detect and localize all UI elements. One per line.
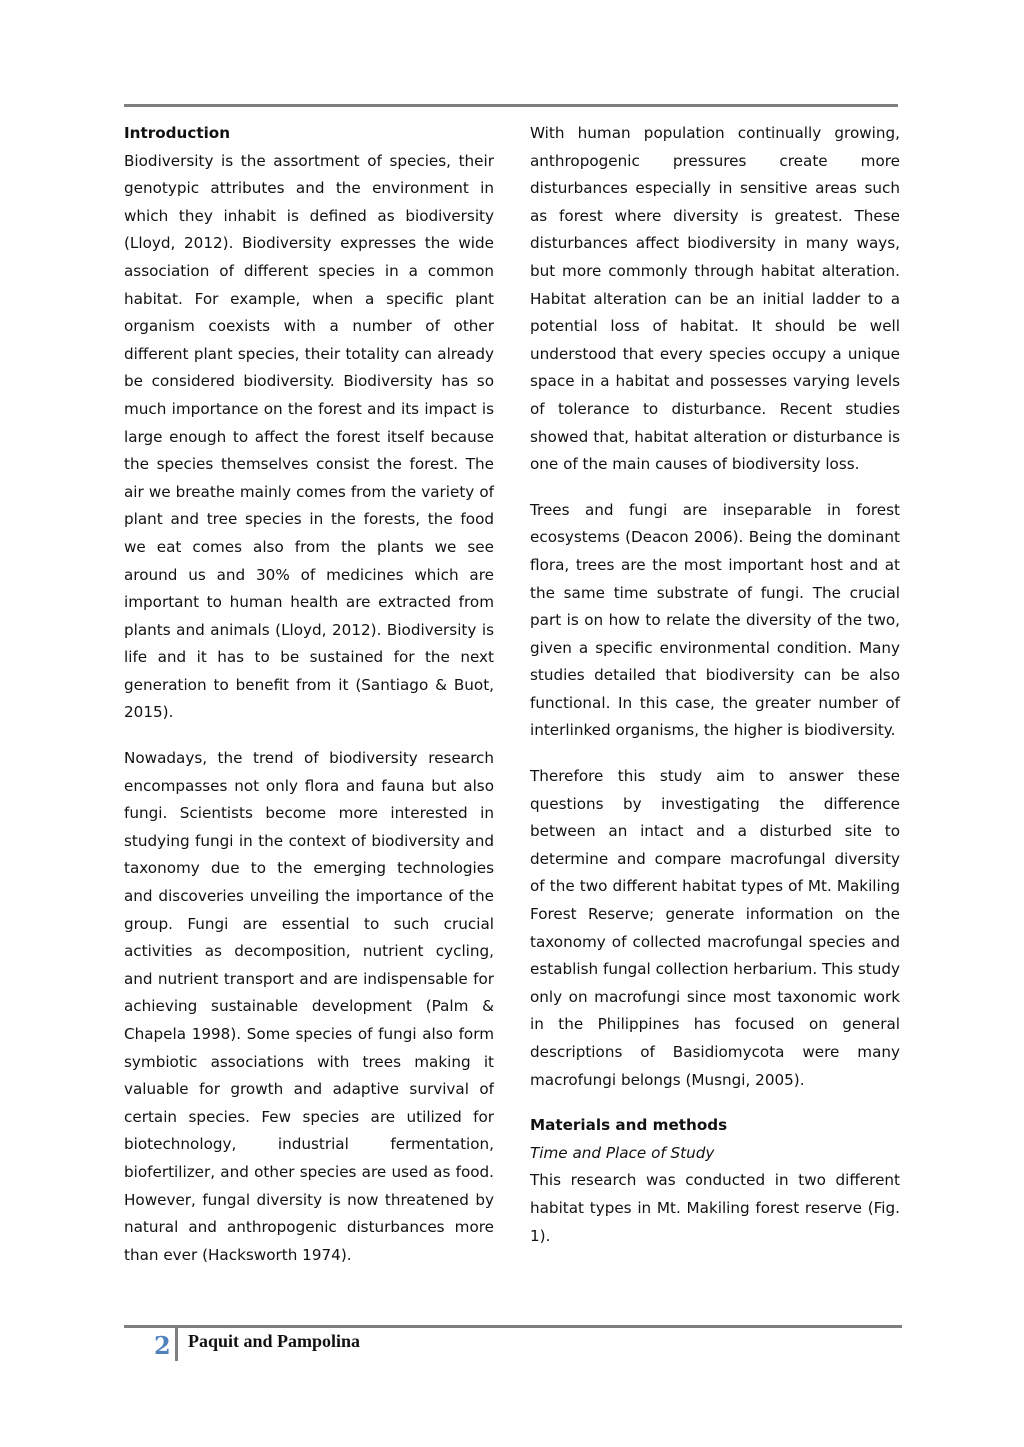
introduction-heading: Introduction <box>124 124 231 142</box>
footer-divider <box>175 1328 178 1361</box>
header-rule <box>124 104 898 107</box>
paragraph-trees-and-fungi: Trees and fungi are inseparable in forest ecosystems (Deacon 2006). Being the dominant flora, trees are the most important host and at the same time substrate of fungi. The crucial part is on how to relate the diversity of the two, given a specific environmental condition. Many studies detailed that biodiversity can be also functional. In this case, the greater number of interlinked organisms, the higher is biodiversity. <box>530 500 900 740</box>
paragraph-biodiversity-definition: Biodiversity is the assortment of species, their genotypic attributes and the environment in which they inhabit is defined as biodiversity (Lloyd, 2012). Biodiversity expresses the wide association of different species in a common habitat. For example, when a specific plant organism coexists with a number of other different plant species, their totality can already be considered biodiversity. Biodiversity has so much importance on the forest and its impact is large enough to affect the forest itself because the species themselves consist the forest. The air we breathe mainly comes from the variety of plant and tree species in the forests, the food we eat comes also from the plants we see around us and 30% of medicines which are important to human health are extracted from plants and animals (Lloyd, 2012). Biodiversity is life and it has to be sustained for the next generation to benefit from it (Santiago & Buot, 2015). <box>124 151 494 722</box>
materials-methods-heading: Materials and methods <box>530 1116 728 1135</box>
right-column <box>530 120 900 1250</box>
paragraph-fungi-research-trend: Nowadays, the trend of biodiversity research encompasses not only flora and fauna but also fungi. Scientists become more interested in studying fungi in the context of biodiversity and taxonomy due to the emerging technologies and discoveries unveiling the importance of the group. Fungi are essential to such crucial activities as decomposition, nutrient cycling, and nutrient transport and are indispensable for achieving sustainable development (Palm & Chapela 1998). Some species of fungi also form symbiotic associations with trees making it valuable for growth and adaptive survival of certain species. Few species are utilized for biotechnology, industrial fermentation, biofertilizer, and other species are used as food. However, fungal diversity is now threatened by natural and anthropogenic disturbances more than ever (Hacksworth 1974). <box>124 749 494 1264</box>
left-column <box>124 120 494 1269</box>
paragraph-study-aims: Therefore this study aim to answer these questions by investigating the difference between an intact and a disturbed site to determine and compare macrofungal diversity of the two different habitat types of Mt. Makiling Forest Reserve; generate information on the taxonomy of collected macrofungal species and establish fungal collection herbarium. This study only on macrofungi since most taxonomic work in the Philippines has focused on general descriptions of Basidiomycota were many macrofungi belongs (Musngi, 2005). <box>530 767 900 1089</box>
page-number: 2 <box>154 1331 171 1360</box>
paragraph-human-pressures: With human population continually growing, anthropogenic pressures create more disturbances especially in sensitive areas such as forest where diversity is greatest. These disturbances affect biodiversity in many ways, but more commonly through habitat alteration. Habitat alteration can be an initial ladder to a potential loss of habitat. It should be well understood that every species occupy a unique space in a habitat and possesses varying levels of tolerance to disturbance. Recent studies showed that, habitat alteration or disturbance is one of the main causes of biodiversity loss. <box>530 124 900 474</box>
paragraph-study-site: This research was conducted in two different habitat types in Mt. Makiling forest reserve (Fig. 1). <box>530 1171 900 1245</box>
time-place-subheading: Time and Place of Study <box>530 1143 715 1162</box>
footer-rule <box>124 1325 902 1328</box>
running-head-authors: Paquit and Pampolina <box>188 1331 361 1351</box>
